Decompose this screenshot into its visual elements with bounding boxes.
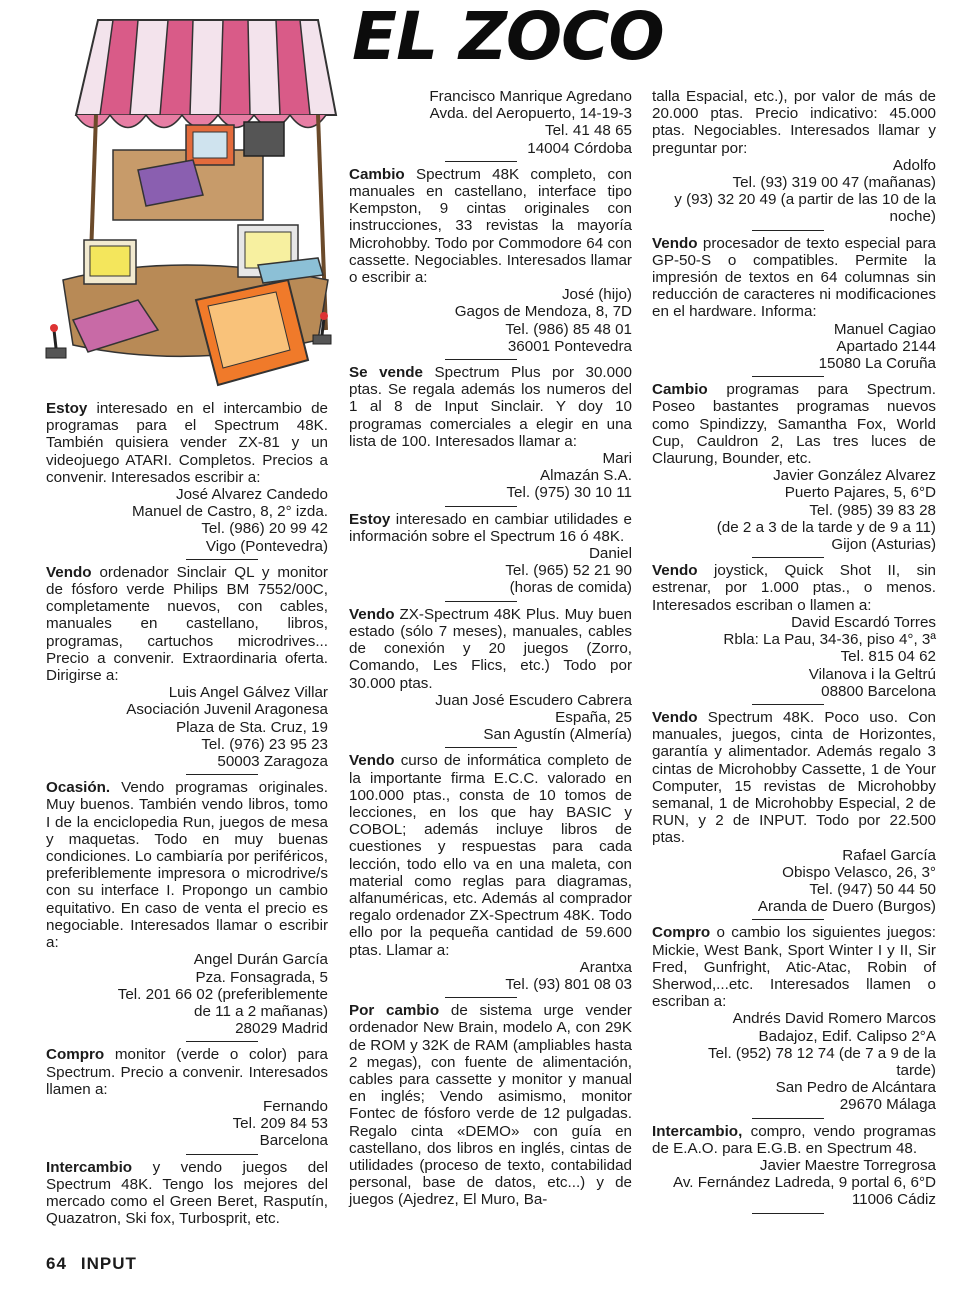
separator-rule (445, 997, 517, 998)
contact-line: Angel Durán García (193, 951, 328, 969)
contact-line: (de 2 a 3 de la tarde y de 9 a 11) (716, 518, 936, 536)
contact-block (652, 1157, 936, 1209)
ad-text: curso de informática completo de la importante firma E.C.C. valorado en 100.000 ptas., consta de 10 tomos de lecciones, en los que hay BASIC y COBOL; además incluye libros de cuestiones y respuestas para cada lección, todo ello va en una maleta, con material como reglas para diagramas, alfanuméricas, etc. Además al comprador regalo ordenador ZX-Spectrum 48K. Todo ello por la pequeña cantidad de 59.600 ptas. Llamar a: (349, 752, 632, 959)
ad-keyword: Intercambio (46, 1158, 133, 1176)
contact-line: Tel. (965) 52 21 90 (505, 562, 632, 580)
contact-line: Juan José Escudero Cabrera (435, 691, 632, 709)
ad-text: interesado en el intercambio de programas para el Spectrum 48K. También quisiera vender ZX-81 y un videojuego ATARI. Completos. Precios a convenir. Interesados escribir a: (46, 400, 328, 486)
contact-block (349, 88, 632, 157)
ad-text: Spectrum 48K. Poco uso. Con manuales, juegos, cinta de Horizontes, garantía y alimentador. Además regalo 3 cintas de Microhobby Cassette, 1 de Your Computer, 15 revistas de Microhobby semanal, 1 de Microhobby Especial, 2 de RUN, y 2 de INPUT. Todo por 22.500 ptas. (652, 708, 936, 847)
contact-block (652, 1010, 936, 1113)
separator-rule (445, 747, 517, 748)
separator-rule (752, 376, 824, 377)
contact-line: Manuel de Castro, 8, 2° izda. (131, 503, 328, 521)
contact-block (46, 1098, 328, 1150)
ad-text: interesado en cambiar utilidades e información sobre el Spectrum 16 ó 48K. (349, 510, 632, 545)
contact-line: 14004 Córdoba (527, 139, 632, 157)
contact-line: Plaza de Sta. Cruz, 19 (176, 718, 328, 736)
ad-keyword: Ocasión. (46, 779, 111, 797)
ad-text: monitor (verde o color) para Spectrum. Precio a convenir. Interesados llamen a: (46, 1046, 328, 1098)
contact-line: Tel. (986) 85 48 01 (505, 320, 632, 338)
contact-line: José (hijo) (561, 286, 632, 304)
contact-line: Andrés David Romero Marcos (732, 1010, 936, 1028)
contact-line: Vilanova i la Geltrú (808, 665, 936, 683)
contact-line: Asociación Juvenil Aragonesa (126, 701, 328, 719)
classified-ad (349, 606, 632, 744)
contact-line: Puerto Pajares, 5, 6°D (784, 484, 936, 502)
ad-text: Vendo programas originales. Muy buenos. También vendo libros, tomo I de la enciclopedia Run, juegos de mesa y maquetas. Todo en muy buenas condiciones. Lo cambiaría por periféricos, preferiblemente impresora o microdrive/s con su interface I. Propongo un cambio equitativo. En caso de venta el precio es negociable. Interesados llamar o escribir a: (46, 779, 328, 952)
contact-line: San Agustín (Almería) (483, 726, 632, 744)
ad-text: o cambio los siguientes juegos: Mickie, West Bank, Sport Winter I y II, Sir Fred, Gunfright, Atic-Atac, Robin of Sherwod,...etc. Interesados llamen o escriban a: (652, 924, 936, 1011)
classified-ad (349, 364, 632, 502)
contact-line: Tel. (93) 319 00 47 (mañanas) (732, 174, 936, 192)
contact-line: Pza. Fonsagrada, 5 (195, 968, 328, 986)
contact-line: Tel. 815 04 62 (840, 648, 936, 666)
contact-line: Javier González Alvarez (773, 467, 936, 485)
ad-text: y vendo juegos del Spectrum 48K. Tengo los mejores del mercado como el Green Beret, Rasputín, Quazatron, Ski fox, Turbosprit, etc. (46, 1158, 328, 1228)
contact-line: Arantxa (579, 958, 632, 976)
classified-ad (652, 1123, 936, 1209)
ad-text: joystick, Quick Shot II, sin estrenar, por 1.000 ptas., o menos. Interesados escriban o llamen a: (652, 562, 936, 614)
contact-block (349, 692, 632, 744)
contact-line: 36001 Pontevedra (507, 337, 632, 355)
ad-keyword: Vendo (652, 708, 698, 726)
contact-line: 15080 La Coruña (818, 355, 936, 373)
contact-line: Tel. (986) 20 99 42 (201, 520, 328, 538)
ad-keyword: Vendo (652, 234, 698, 252)
contact-line: Obispo Velasco, 26, 3° (782, 863, 936, 881)
contact-line: 50003 Zaragoza (217, 753, 328, 771)
contact-line: tarde) (896, 1061, 936, 1079)
ad-text: Spectrum 48K completo, con manuales en castellano, interface tipo Kempston, 9 cintas originales con instrucciones, 33 revistas la mayoría Microhobby. Todo por Commodore 64 con cassette. Negociables. Interesados llamar o escribir a: (349, 165, 632, 287)
contact-block (349, 286, 632, 355)
section-title: EL ZOCO (352, 0, 664, 75)
ad-text: ordenador Sinclair QL y monitor de fósforo verde Philips BM 7552/00C, completamente nuevos, con cables, manuales en castellano, libros, programas, cartuchos microdrives... Precio a convenir. Extraordinaria oferta. Dirigirse a: (46, 563, 328, 685)
contact-line: Tel. (947) 50 44 50 (809, 880, 936, 898)
ad-text: compro, vendo programas de E.A.O. para E.G.B. en Spectrum 48. (652, 1122, 936, 1157)
ad-keyword: Compro (46, 1046, 105, 1064)
classified-ad (46, 779, 328, 1037)
classified-ad (349, 1002, 632, 1208)
contact-line: Mari (602, 450, 632, 468)
contact-line: España, 25 (555, 708, 632, 726)
ad-keyword: Intercambio, (652, 1122, 743, 1140)
separator-rule (445, 359, 517, 360)
ad-text: procesador de texto especial para GP-50-S o compatibles. Permite la impresión de textos en 64 columnas sin reducción de caracteres ni modificaciones en el hardware. Informa: (652, 234, 936, 321)
contact-line: Tel. 41 48 65 (545, 122, 632, 140)
page-number: 64 (46, 1254, 67, 1273)
separator-rule (445, 601, 517, 602)
separator-rule (752, 919, 824, 920)
market-stall-with-computers-illustration (18, 0, 348, 395)
separator-rule (752, 1118, 824, 1119)
contact-line: Rbla: La Pau, 34-36, piso 4°, 3ª (723, 631, 936, 649)
contact-line: Almazán S.A. (539, 467, 632, 485)
contact-line: San Pedro de Alcántara (775, 1079, 936, 1097)
classified-ad (46, 564, 328, 770)
contact-block (46, 684, 328, 770)
contact-block (652, 467, 936, 553)
classified-ad (349, 88, 632, 157)
contact-line: 29670 Málaga (839, 1096, 936, 1114)
classified-ad (349, 511, 632, 597)
ad-text: talla Espacial, etc.), por valor de más de 20.000 ptas. Precio indicativo: 45.000 ptas. Negociables. Interesados llamar y preguntar por: (652, 88, 936, 157)
separator-rule (752, 1213, 824, 1214)
ad-text: Spectrum Plus por 30.000 ptas. Se regala además los numeros del 1 al 8 de Input Sinclair. Y doy 10 programas comerciales a elegir en una lista de 100. Interesados llamar a: (349, 364, 632, 450)
classified-ad (652, 381, 936, 553)
separator-rule (445, 161, 517, 162)
ad-keyword: Vendo (652, 562, 698, 580)
contact-line: Vigo (Pontevedra) (205, 537, 328, 555)
contact-line: Francisco Manrique Agredano (429, 88, 632, 105)
contact-line: Daniel (588, 545, 632, 563)
contact-line: 28029 Madrid (235, 1020, 328, 1038)
contact-line: Gijon (Asturias) (831, 536, 936, 554)
separator-rule (186, 1041, 258, 1042)
contact-line: Fernando (262, 1097, 328, 1115)
ad-keyword: Cambio (652, 381, 708, 399)
classified-ad (46, 400, 328, 555)
contact-line: Badajoz, Edif. Calipso 2°A (758, 1027, 936, 1045)
contact-block (349, 545, 632, 597)
contact-line: Gagos de Mendoza, 8, 7D (454, 303, 632, 321)
ad-keyword: Compro (652, 924, 711, 942)
contact-block (652, 321, 936, 373)
contact-line: Tel. 209 84 53 (232, 1115, 328, 1133)
ad-keyword: Vendo (349, 605, 395, 623)
contact-line: Avda. del Aeropuerto, 14-19-3 (429, 105, 632, 123)
classified-ad (46, 1159, 328, 1228)
ad-keyword: Se vende (349, 364, 423, 382)
contact-line: David Escardó Torres (791, 613, 936, 631)
ad-keyword: Vendo (46, 563, 92, 581)
contact-block (46, 486, 328, 555)
contact-line: de 11 a 2 mañanas) (194, 1002, 328, 1020)
ad-keyword: Cambio (349, 165, 405, 183)
column-1 (46, 400, 328, 1227)
classified-ad (46, 1046, 328, 1149)
classified-ad (652, 88, 936, 226)
contact-line: Adolfo (892, 156, 936, 174)
separator-rule (752, 704, 824, 705)
contact-line: Javier Maestre Torregrosa (759, 1156, 936, 1174)
ad-keyword: Vendo (349, 752, 395, 770)
classified-ad (349, 752, 632, 993)
contact-block (349, 450, 632, 502)
ad-text: ZX-Spectrum 48K Plus. Muy buen estado (sólo 7 meses), manuales, cables de conexión y 20 juegos (Zorro, Comando, Les Flics, etc.) Todo por 30.000 ptas. (349, 605, 632, 692)
contact-line: Aranda de Duero (Burgos) (757, 898, 936, 916)
contact-block (652, 614, 936, 700)
contact-block (349, 959, 632, 993)
contact-line: 11006 Cádiz (851, 1191, 936, 1209)
ad-text: de sistema urge vender ordenador New Brain, modelo A, con 29K de ROM y 32K de RAM (ampliables hasta 2 megas), con fuente de alimentación, cables para cassette y monitor y manual en inglés; Vendo asimismo, monitor Fontec de fósforo verde de 12 pulgadas. Regalo cinta «DEMO» con guía en castellano, dos libros en inglés, cintas de utilidades (proceso de texto, contabilidad personal, base de datos, etc...) y de juegos (Ajedrez, El Muro, Ba- (349, 1002, 632, 1209)
separator-rule (752, 230, 824, 231)
contact-line: Tel. 201 66 02 (preferiblemente (117, 985, 328, 1003)
contact-line: Rafael García (842, 846, 936, 864)
contact-block (46, 951, 328, 1037)
contact-line: Barcelona (259, 1132, 328, 1150)
contact-line: Manuel Cagiao (833, 320, 936, 338)
separator-rule (186, 774, 258, 775)
classified-ad (652, 709, 936, 915)
contact-line: Tel. (976) 23 95 23 (201, 735, 328, 753)
contact-line: Tel. (985) 39 83 28 (809, 501, 936, 519)
ad-keyword: Estoy (46, 400, 88, 417)
magazine-name: INPUT (80, 1254, 137, 1273)
ad-keyword: Por cambio (349, 1002, 440, 1020)
contact-line: y (93) 32 20 49 (a partir de las 10 de la (674, 191, 936, 209)
ad-keyword: Estoy (349, 510, 391, 528)
column-2 (349, 88, 632, 1209)
contact-line: Tel. (93) 801 08 03 (505, 975, 632, 993)
contact-block (652, 847, 936, 916)
contact-line: Luis Angel Gálvez Villar (168, 684, 328, 702)
separator-rule (445, 506, 517, 507)
column-3 (652, 88, 936, 1218)
contact-line: Tel. (952) 78 12 74 (de 7 a 9 de la (708, 1044, 936, 1062)
contact-line: noche) (889, 208, 936, 226)
classified-ad (652, 562, 936, 700)
classified-ad (652, 235, 936, 373)
ad-text: programas para Spectrum. Poseo bastantes programas nuevos como Spindizzy, Samantha Fox, World Cup, Cauldron 2, Las tres luces de Claurung, Bounder, etc. (652, 381, 936, 468)
separator-rule (186, 559, 258, 560)
classified-ad (652, 924, 936, 1113)
contact-line: Apartado 2144 (836, 337, 936, 355)
contact-line: Tel. (975) 30 10 11 (506, 484, 632, 502)
page-footer (46, 1254, 151, 1274)
separator-rule (186, 1154, 258, 1155)
contact-line: 08800 Barcelona (821, 682, 936, 700)
separator-rule (752, 557, 824, 558)
contact-line: (horas de comida) (509, 579, 632, 597)
contact-line: José Alvarez Candedo (176, 486, 328, 504)
contact-line: Av. Fernández Ladreda, 9 portal 6, 6°D (672, 1174, 936, 1192)
contact-block (652, 157, 936, 226)
classified-ad (349, 166, 632, 355)
